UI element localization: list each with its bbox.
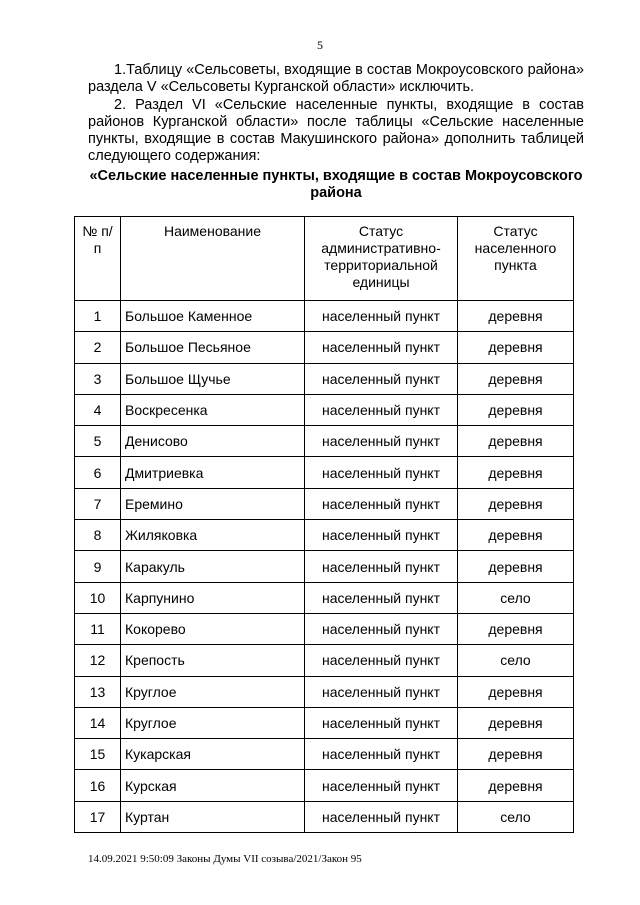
- row-settlement-status: деревня: [458, 676, 574, 707]
- row-number: 12: [75, 645, 121, 676]
- table-row: [75, 551, 574, 582]
- table-title: «Сельские населенные пункты, входящие в состав Мокроусовского района: [89, 168, 583, 201]
- row-name: Большое Песьяное: [121, 332, 305, 363]
- row-settlement-status: деревня: [458, 739, 574, 770]
- row-settlement-status: деревня: [458, 457, 574, 488]
- table-row: [75, 707, 574, 738]
- row-number: 6: [75, 457, 121, 488]
- row-settlement-status: село: [458, 582, 574, 613]
- row-settlement-status: деревня: [458, 613, 574, 644]
- header-name: Наименование: [121, 217, 305, 301]
- header-admin-status: Статус административно-территориальной единицы: [305, 217, 458, 301]
- row-admin-status: населенный пункт: [305, 770, 458, 801]
- settlements-table: [74, 216, 574, 833]
- row-settlement-status: деревня: [458, 770, 574, 801]
- row-admin-status: населенный пункт: [305, 551, 458, 582]
- table-body: [75, 301, 574, 833]
- row-settlement-status: деревня: [458, 363, 574, 394]
- table-row: [75, 332, 574, 363]
- table-row: [75, 801, 574, 832]
- row-admin-status: населенный пункт: [305, 488, 458, 519]
- row-settlement-status: деревня: [458, 394, 574, 425]
- row-name: Каракуль: [121, 551, 305, 582]
- table-row: [75, 520, 574, 551]
- page-number: 5: [317, 38, 323, 52]
- row-settlement-status: деревня: [458, 551, 574, 582]
- row-number: 4: [75, 394, 121, 425]
- table-row: [75, 426, 574, 457]
- row-admin-status: населенный пункт: [305, 707, 458, 738]
- table-row: [75, 582, 574, 613]
- row-name: Жиляковка: [121, 520, 305, 551]
- row-settlement-status: деревня: [458, 426, 574, 457]
- row-name: Воскресенка: [121, 394, 305, 425]
- table-row: [75, 301, 574, 332]
- row-admin-status: населенный пункт: [305, 301, 458, 332]
- row-number: 2: [75, 332, 121, 363]
- row-name: Круглое: [121, 676, 305, 707]
- row-admin-status: населенный пункт: [305, 363, 458, 394]
- table-row: [75, 739, 574, 770]
- row-name: Дмитриевка: [121, 457, 305, 488]
- row-admin-status: населенный пункт: [305, 739, 458, 770]
- row-settlement-status: деревня: [458, 488, 574, 519]
- row-number: 14: [75, 707, 121, 738]
- table-row: [75, 770, 574, 801]
- table-row: [75, 488, 574, 519]
- row-admin-status: населенный пункт: [305, 613, 458, 644]
- header-settlement-status: Статус населенного пункта: [458, 217, 574, 301]
- row-settlement-status: деревня: [458, 520, 574, 551]
- row-admin-status: населенный пункт: [305, 520, 458, 551]
- table-header-row: [75, 217, 574, 301]
- row-number: 8: [75, 520, 121, 551]
- row-admin-status: населенный пункт: [305, 676, 458, 707]
- row-admin-status: населенный пункт: [305, 457, 458, 488]
- row-name: Круглое: [121, 707, 305, 738]
- row-name: Еремино: [121, 488, 305, 519]
- paragraph-1: 1.Таблицу «Сельсоветы, входящие в состав Мокроусовского района» раздела V «Сельсоветы Курганской области» исключить.: [88, 62, 584, 95]
- table-row: [75, 394, 574, 425]
- table-row: [75, 457, 574, 488]
- row-number: 5: [75, 426, 121, 457]
- row-number: 13: [75, 676, 121, 707]
- row-name: Крепость: [121, 645, 305, 676]
- row-number: 9: [75, 551, 121, 582]
- row-number: 17: [75, 801, 121, 832]
- row-number: 15: [75, 739, 121, 770]
- row-admin-status: населенный пункт: [305, 645, 458, 676]
- row-settlement-status: деревня: [458, 332, 574, 363]
- row-admin-status: населенный пункт: [305, 582, 458, 613]
- row-number: 11: [75, 613, 121, 644]
- table-row: [75, 676, 574, 707]
- row-number: 16: [75, 770, 121, 801]
- row-name: Карпунино: [121, 582, 305, 613]
- document-footer: 14.09.2021 9:50:09 Законы Думы VII созыва/2021/Закон 95: [88, 853, 362, 865]
- row-name: Курская: [121, 770, 305, 801]
- header-number: № п/п: [75, 217, 121, 301]
- row-number: 7: [75, 488, 121, 519]
- row-settlement-status: село: [458, 801, 574, 832]
- row-name: Большое Щучье: [121, 363, 305, 394]
- row-name: Денисово: [121, 426, 305, 457]
- row-number: 3: [75, 363, 121, 394]
- row-name: Куртан: [121, 801, 305, 832]
- row-admin-status: населенный пункт: [305, 394, 458, 425]
- row-name: Кукарская: [121, 739, 305, 770]
- row-number: 10: [75, 582, 121, 613]
- row-settlement-status: деревня: [458, 301, 574, 332]
- row-admin-status: населенный пункт: [305, 426, 458, 457]
- row-name: Большое Каменное: [121, 301, 305, 332]
- row-settlement-status: село: [458, 645, 574, 676]
- row-admin-status: населенный пункт: [305, 801, 458, 832]
- table-row: [75, 645, 574, 676]
- row-number: 1: [75, 301, 121, 332]
- paragraph-2: 2. Раздел VI «Сельские населенные пункты, входящие в состав районов Курганской области» после таблицы «Сельские населенные пункты, входящие в состав Макушинского района» дополнить таблицей следующего содержания:: [88, 97, 584, 164]
- row-settlement-status: деревня: [458, 707, 574, 738]
- table-row: [75, 363, 574, 394]
- row-admin-status: населенный пункт: [305, 332, 458, 363]
- row-name: Кокорево: [121, 613, 305, 644]
- table-row: [75, 613, 574, 644]
